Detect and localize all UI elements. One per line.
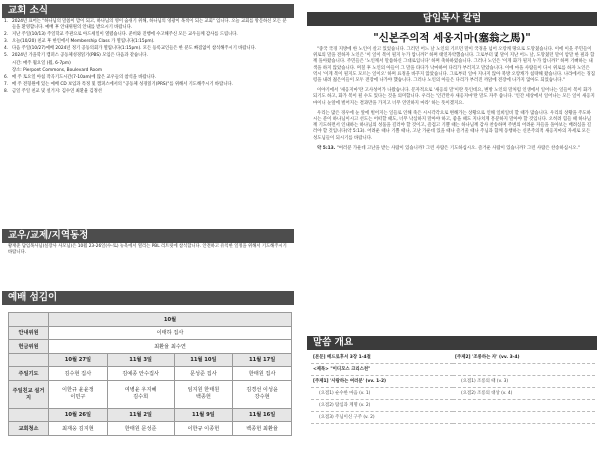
corner-cell — [9, 353, 49, 367]
news-item — [4, 53, 290, 59]
count-value: 최환율 최수연 — [49, 340, 292, 354]
outline-line — [453, 412, 595, 424]
sermon-body — [313, 47, 595, 156]
news-item — [4, 61, 290, 67]
dish-cell: 여병윤 우지혜 김수희 — [107, 380, 174, 408]
offering-title: 예배 섬김이 — [8, 292, 58, 303]
news-text: 2024년 가을학기 캠퍼스 공동체성경읽기(PBS) 모임은 다음과 같습니다. — [12, 53, 148, 59]
news-text: 장소: Pierpont Commons, Boulevard Room — [12, 67, 103, 73]
news-text: 매 주 토요일 아침 작곡기도시간(7-10am)에 많은 교우들의 참석을 바랍니다. — [12, 74, 157, 80]
news-number: 2. — [4, 31, 9, 37]
region-header — [2, 229, 294, 243]
outline-line: [주제2] '조롱하는 자' (vv. 3-4) — [453, 352, 595, 364]
date-header: 11월 17일 — [233, 353, 292, 367]
news-item — [4, 75, 290, 81]
clean-cell: 한태원 문성준 — [107, 422, 174, 436]
dish-cell: 임지원 한태원 백종헌 — [174, 380, 233, 408]
outline-line: (요점1) 조롱의 때 (v. 3) — [453, 376, 595, 388]
news-number: 4. — [4, 46, 9, 52]
region-title: 교우/교제/지역동정 — [8, 230, 89, 241]
region-text: 황재준 담임목사님(실장사 사모님)은 10월 23-26일(수-토) 뉴욕에서 열리는 PBL 리트릿에 참석합니다. 안전하고 유익한 일정을 위해서 기도해주시기 바랍니다. — [8, 244, 287, 255]
prayer-label: 주일기도 — [9, 367, 49, 381]
prayer-cell: 김수현 집사 — [49, 367, 108, 381]
news-text: 지난 주일(10/13) 주일학교 주관으로 아드세일이 열렸습니다. 준비와 진행에 수고해주신 모든 교우들께 감사를 드립니다. — [12, 31, 238, 37]
corner-cell — [9, 313, 49, 327]
news-number: 7. — [4, 82, 9, 88]
prayer-cell: 김예종 안수집사 — [107, 367, 174, 381]
guide-label: 안내위원 — [9, 326, 49, 340]
news-item — [4, 39, 290, 45]
verse-ref: 약 5:13. — [317, 145, 336, 151]
outline-line: (요점3) 주님이신 구주 (v. 2) — [311, 412, 453, 424]
news-number: 5. — [4, 53, 9, 59]
outline-line: (요점2) 탐심과 계명 (v. 2) — [311, 400, 453, 412]
prayer-cell: 문성준 집사 — [174, 367, 233, 381]
dish-cell: 이한규 윤윤정 이민구 — [49, 380, 108, 408]
prayer-cell: 한태원 집사 — [233, 367, 292, 381]
news-number — [4, 68, 12, 74]
news-item — [4, 19, 290, 30]
outline-line: <제목> "이디모스 크리스천" — [311, 364, 453, 376]
servers-table — [8, 312, 292, 436]
outline-line: [주제1] '사람하는 여러분' (vv. 1-2) — [311, 376, 453, 388]
corner-cell — [9, 408, 49, 422]
column-title: 담임목사 칼럼 — [422, 13, 482, 24]
sermon-title: "신본주의적 세옹지마(塞翁之馬)" — [373, 32, 531, 44]
dish-cell: 김경선 이성윤 강수현 — [233, 380, 292, 408]
news-text: 다음 주일(10/27)예배 2024년 정기 공동의회가 열립니다(1:15pm). 모든 등록교인들은 한 분도 빠짐없이 참석해주시기 바랍니다. — [12, 46, 257, 52]
offering-header — [2, 291, 294, 305]
news-number — [4, 61, 12, 67]
news-item — [4, 32, 290, 38]
news-number: 6. — [4, 74, 9, 80]
date-header: 10월 27일 — [49, 353, 108, 367]
month-header: 10월 — [49, 313, 292, 327]
sermon-paragraph: 우리는 많은 경우에 눈 앞에 벌어지는 일들로 인해 죽은 시시각각으로 변해가는 상황으로 인해 일희일비 할 때가 많습니다. 우리의 상황을 주도하시는 분이 하나님이시고 선도는 어떠할 때도, 너무 낙심하지 말아야 하고, 좋을 때도 지나치게 흥분하지 말아야 할 것입니다. 오히려 힘들 때 하나님께 기도하면서 인내하는 하나님의 성품을 길러야 할 것이고, 즐겁고 기쁠 때는 하나님께 감사 찬송하며 주변의 어려운 자들을 돌아보는 배려심을 길러야 할 것입니다(약 5:13). 어려운 때나 기쁠 때나, 고난 가운데 있을 때나 즐거울 때나 주님과 함께 동행하는 신본주의적 새옹지마의 자세로 모든 성도님들이 되시기를 바랍니다. — [313, 110, 592, 141]
news-number: 1. — [4, 19, 9, 24]
news-item — [4, 46, 290, 52]
outline-line: (요점1) 순수한 마음 (v. 1) — [311, 388, 453, 400]
news-number: 8. — [4, 89, 9, 95]
outline-line: [본문] 베드로후서 3장 1-4절 — [311, 352, 453, 364]
outline-right — [453, 352, 595, 424]
sermon-paragraph: 이야기에서 '새옹지마'란 고사성어가 나왔습니다. 문자적으로 '새옹의 말'이란 뜻인데요, 변방 노인의 말처럼 인생에서 일어나는 일들이 복이 화가 되기도 하고, 화가 복이 될 수도 있다는 것을 의미합니다. 우리는 '인간만사 새옹지마'란 말도 자주 씁니다. '인간 세상에서 일어나는 모든 일이 새옹지마이니 눈앞에 벌어지는 결과만을 가지고 너무 연연하지 마라' 하는 뜻이겠지요. — [313, 88, 595, 106]
news-text: 금일 주일 친교 및 설거지: 김수연 최환율 김정선 — [12, 89, 102, 95]
date-header: 11월 10일 — [174, 353, 233, 367]
news-number: 3. — [4, 38, 9, 44]
clean-cell: 최재웅 김지현 — [49, 422, 108, 436]
count-label: 헌금위원 — [9, 340, 49, 354]
news-title: 교회 소식 — [8, 5, 49, 16]
sermon-verse — [313, 146, 595, 152]
date-header: 11월 2일 — [107, 408, 174, 422]
outline-title: 말씀 개요 — [313, 337, 354, 348]
outline-line — [453, 400, 595, 412]
news-item — [4, 89, 290, 95]
news-item — [4, 82, 290, 88]
verse-text: "여러분 가운데 고난을 받는 사람이 있습니까? 그런 사람은 기도하십시오. 즐거운 사람이 있습니까? 그런 사람은 찬송하십시오." — [335, 145, 580, 151]
news-text: 매 주 전형원에 있는 예배 CD 보입과 특정 및 캠퍼스에서의 "공동체 성경읽기(PRS)"를 위해서 기도해주시기 바랍니다. — [12, 82, 233, 88]
news-item — [4, 68, 290, 74]
news-text: 시간: 매주 월요일 (월, 6-7pm) — [12, 60, 71, 66]
clean-cell: 이한규 이종헌 — [174, 422, 233, 436]
news-header — [2, 4, 294, 18]
date-header: 11월 16일 — [233, 408, 292, 422]
news-text: 오늘(10/20) 친교 후 한인에서 Membership Class 가 열립니다(1:15pm). — [12, 38, 155, 44]
news-list — [4, 19, 290, 96]
clean-label: 교회청소 — [9, 422, 49, 436]
date-header: 11월 3일 — [107, 353, 174, 367]
column-header — [307, 12, 597, 26]
dish-label: 주일친교 설거지 — [9, 380, 49, 408]
outline-line — [453, 364, 595, 376]
outline-line: (요점2) 조롱의 대상 (v. 4) — [453, 388, 595, 400]
date-header: 10월 26일 — [49, 408, 108, 422]
sermon-outline — [311, 352, 595, 424]
sermon-paragraph: "중국 국경 지방에 한 노인이 살고 있었습니다. 그러던 어느 날 노인의 기르던 말이 국경을 넘어 오랑캐 땅으로 도망쳤습니다. 이에 이웃 주민들이 위로의 말을 전하자 노인은 '이 일이 복이 될지 누가 압니까?' 하며 태연자약했습니다. 그로부터 몇 달이 지난 어느 날, 도망쳤던 말이 암말 한 필과 함께 돌아왔습니다. 주민들은 '노인께서 말씀하신 그대로입니다' 하며 축하하였습니다. 그러나 노인은 '이게 화가 될지 누가 압니까?' 하며 기뻐하는 내색을 하지 않았습니다. 며칠 후 노인의 아들이 그 말을 타다가 낙마하여 다리가 부러지고 말았습니다. 이에 마을 사람들이 다시 위로를 하자 노인은 역시 '이게 복이 될지도 모르는 일이오' 하며 표정을 바꾸지 않았습니다. 그로부터 일마 지나지 않아 북방 오랑캐가 침략해 왔습니다. 나라에서는 징집령을 내려 젊은이들이 모두 전장에 나가야 했습니다. 그러나 노인의 아들은 다리가 부러진 까닭에 전장에 나가지 않아도 되었습니다." — [313, 47, 595, 84]
guide-value: 이태하 집사 — [49, 326, 292, 340]
news-text: 2024년 표어는 "하나님의 말씀이 맘이 되고, 하나님의 영이 숨쉬기 위해, 하나님의 영광이 목적이 되는 교회" 입니다. 오늘 교회를 방문하신 모든 분들을 환영합니다. 예배 후 안내위원의 안내를 받으시기 바랍니다. — [12, 19, 287, 30]
date-header: 11월 9일 — [174, 408, 233, 422]
outline-left — [311, 352, 453, 424]
clean-cell: 백종헌 최환율 — [233, 422, 292, 436]
outline-header — [307, 336, 597, 350]
